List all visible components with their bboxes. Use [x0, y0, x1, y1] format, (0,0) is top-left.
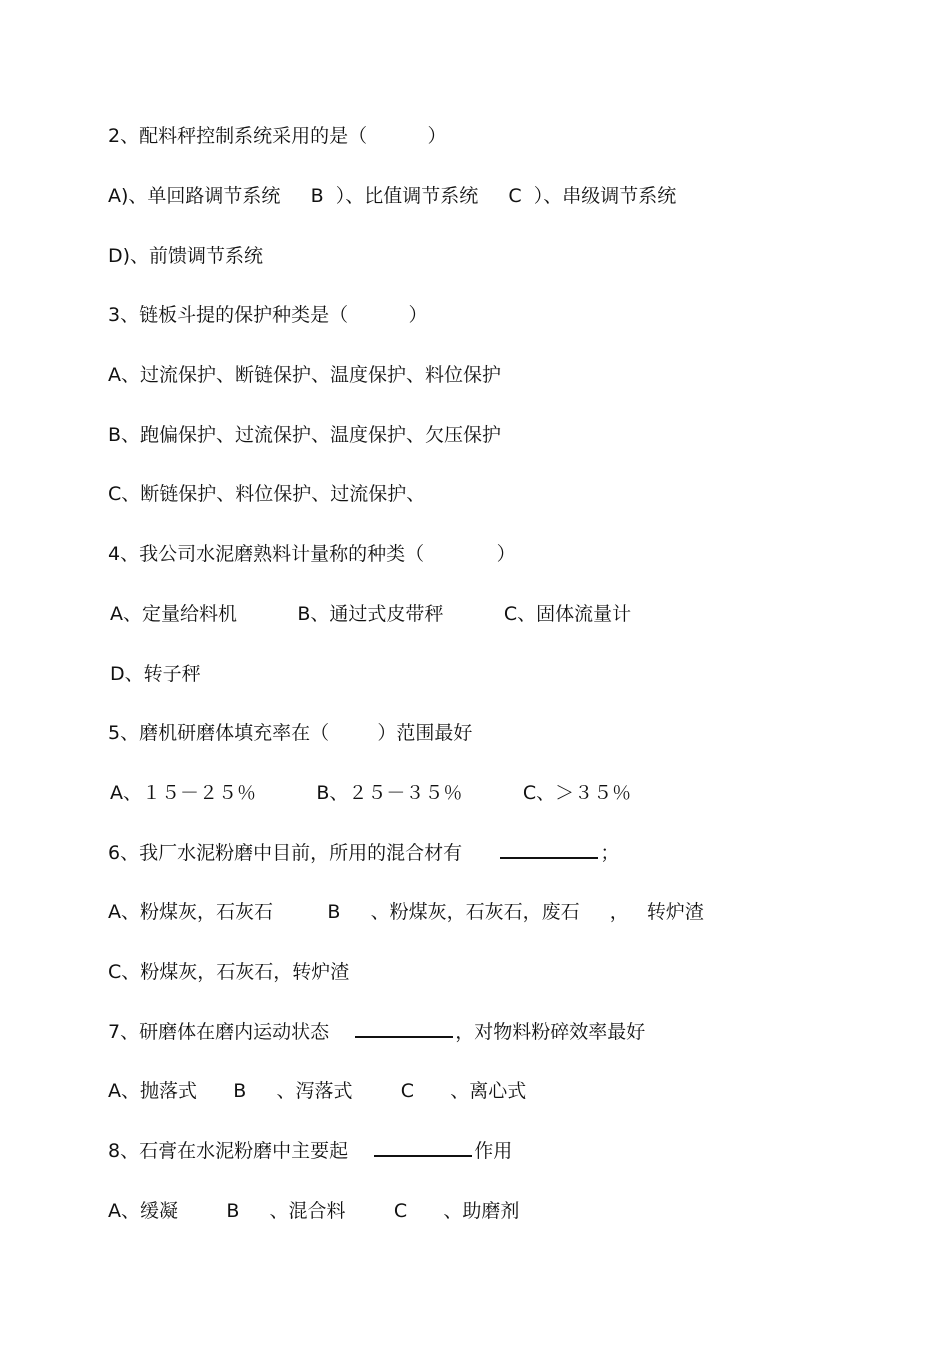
- question-6-options-ab: A、粉煤灰，石灰石 B 、粉煤灰，石灰石，废石 ， 转炉渣: [108, 901, 704, 923]
- question-3-option-c: C、断链保护、料位保护、过流保护、: [108, 483, 426, 505]
- question-6-option-c: C、粉煤灰，石灰石，转炉渣: [108, 961, 350, 983]
- question-6-text: 6、我厂水泥粉磨中目前，所用的混合材有: [108, 842, 463, 864]
- question-4-option-d: D、转子秤: [110, 663, 201, 685]
- question-6-end: ；: [600, 842, 620, 864]
- question-2: 2、配料秤控制系统采用的是（ ）: [108, 125, 447, 147]
- question-7-blank: [355, 1018, 453, 1038]
- question-6: [108, 839, 619, 867]
- question-7-options: A、抛落式 B 、泻落式 C 、离心式: [108, 1080, 527, 1102]
- question-4: 4、我公司水泥磨熟料计量称的种类（ ）: [108, 543, 516, 565]
- question-8-blank: [374, 1137, 472, 1157]
- question-3: 3、链板斗提的保护种类是（ ）: [108, 304, 428, 326]
- question-6-blank: [500, 839, 598, 859]
- question-2-option-d: D)、前馈调节系统: [108, 245, 264, 267]
- question-8-text: 8、石膏在水泥粉磨中主要起: [108, 1140, 349, 1162]
- question-5: 5、磨机研磨体填充率在（ ）范围最好: [108, 722, 473, 744]
- question-7-end: ，对物料粉碎效率最好: [455, 1021, 646, 1043]
- question-8: [108, 1137, 512, 1165]
- question-8-options: A、缓凝 B 、混合料 C 、助磨剂: [108, 1200, 520, 1222]
- question-4-options-abc: A、定量给料机 B、通过式皮带秤 C、固体流量计: [110, 603, 632, 625]
- question-8-end: 作用: [474, 1140, 513, 1162]
- question-5-options: A、１５－２５％ B、２５－３５％ C、＞３５％: [110, 782, 632, 804]
- question-7: [108, 1018, 645, 1046]
- question-7-text: 7、研磨体在磨内运动状态: [108, 1021, 330, 1043]
- question-3-option-b: B、跑偏保护、过流保护、温度保护、欠压保护: [108, 424, 502, 446]
- question-3-option-a: A、过流保护、断链保护、温度保护、料位保护: [108, 364, 501, 386]
- question-2-options-abc: A)、单回路调节系统 B ）、比值调节系统 C ）、串级调节系统: [108, 185, 677, 207]
